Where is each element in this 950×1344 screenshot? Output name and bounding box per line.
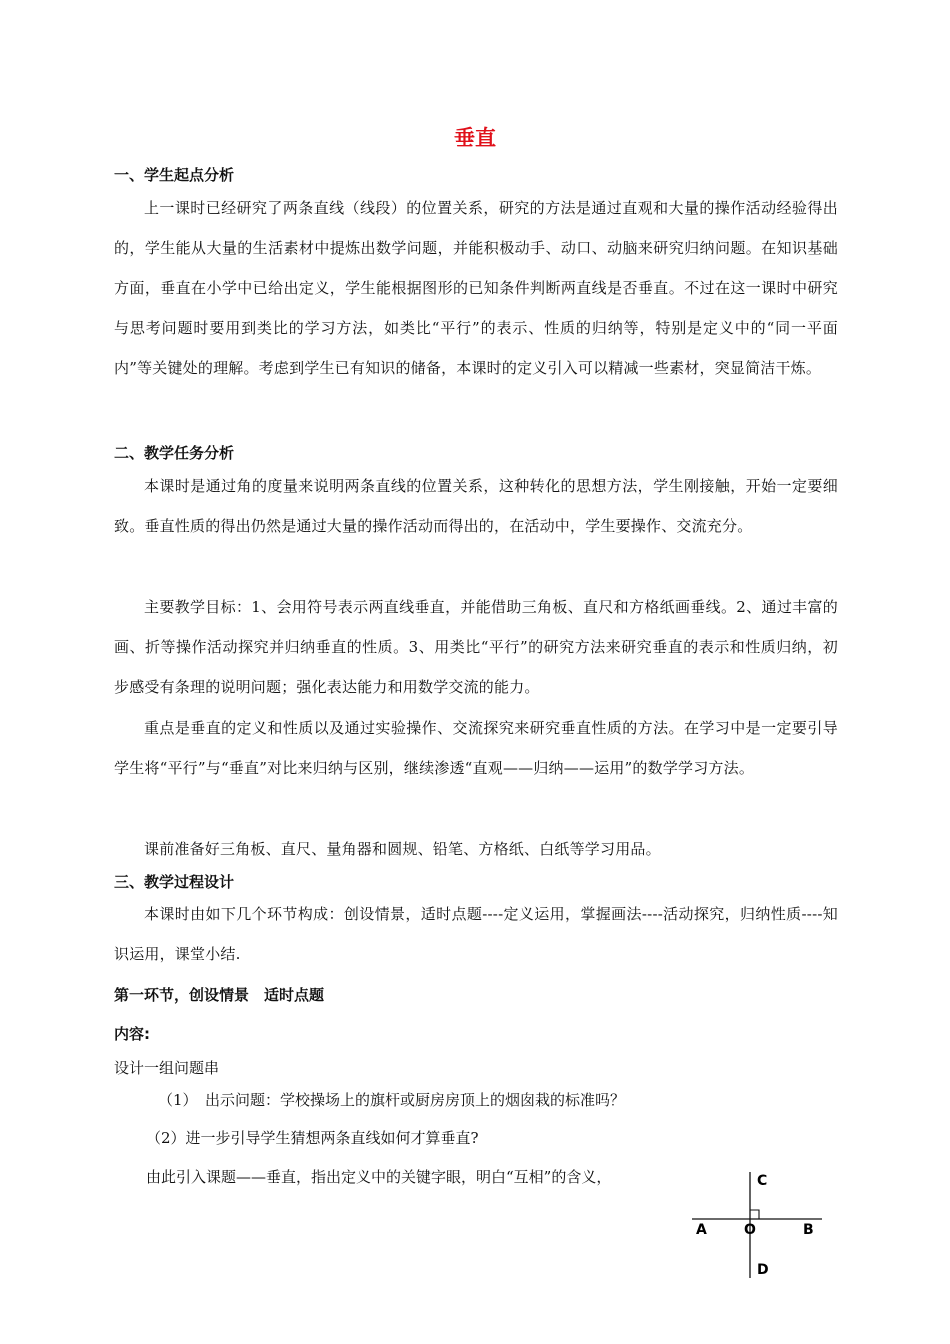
label-c: C	[757, 1173, 768, 1189]
task-analysis-paragraph-2: 主要教学目标：1、会用符号表示两直线垂直，并能借助三角板、直尺和方格纸画垂线。2、通过丰富的画、折等操作活动探究并归纳垂直的性质。3、用类比“平行”的研究方法来研究垂直的表示和性质归纳，初步感受有条理的说明问题；强化表达能力和用数学交流的能力。	[114, 598, 838, 696]
document-title: 垂直	[454, 126, 496, 150]
task-analysis-paragraph-1: 本课时是通过角的度量来说明两条直线的位置关系，这种转化的思想方法，学生刚接触，开始一定要细致。垂直性质的得出仍然是通过大量的操作活动而得出的，在活动中，学生要操作、交流充分。	[114, 477, 838, 535]
question-1: （1） 出示问题：学校操场上的旗杆或厨房房顶上的烟囱栽的标准吗？	[158, 1091, 626, 1109]
section-heading-student-analysis: 一、学生起点分析	[114, 166, 235, 184]
label-d: D	[757, 1262, 769, 1278]
label-o: O	[744, 1222, 756, 1238]
content-label: 内容:	[114, 1025, 150, 1043]
perpendicular-lines-diagram	[690, 1168, 830, 1280]
design-line: 设计一组问题串	[114, 1059, 220, 1077]
intro-line: 由此引入课题——垂直，指出定义中的关键字眼，明白“互相”的含义，	[146, 1168, 612, 1186]
task-analysis-paragraph-3: 重点是垂直的定义和性质以及通过实验操作、交流探究来研究垂直性质的方法。在学习中是一定要引导学生将“平行”与“垂直”对比来归纳与区别，继续渗透“直观——归纳——运用”的数学学习方法。	[114, 719, 838, 777]
label-b: B	[803, 1222, 814, 1238]
question-2: （2）进一步引导学生猜想两条直线如何才算垂直?	[146, 1129, 479, 1147]
section-heading-process-design: 三、教学过程设计	[114, 873, 235, 891]
step1-heading: 第一环节，创设情景 适时点题	[114, 986, 325, 1004]
label-a: A	[696, 1222, 707, 1238]
process-design-paragraph: 本课时由如下几个环节构成：创设情景，适时点题----定义运用，掌握画法----活动探究，归纳性质----知识运用，课堂小结.	[114, 905, 838, 963]
section-heading-task-analysis: 二、教学任务分析	[114, 444, 235, 462]
right-angle-mark	[750, 1210, 759, 1219]
task-analysis-paragraph-4: 课前准备好三角板、直尺、量角器和圆规、铅笔、方格纸、白纸等学习用品。	[144, 840, 661, 858]
student-analysis-paragraph: 上一课时已经研究了两条直线（线段）的位置关系，研究的方法是通过直观和大量的操作活动经验得出的，学生能从大量的生活素材中提炼出数学问题，并能积极动手、动口、动脑来研究归纳问题。在知识基础方面，垂直在小学中已给出定义，学生能根据图形的已知条件判断两直线是否垂直。不过在这一课时中研究与思考问题时要用到类比的学习方法，如类比“平行”的表示、性质的归纳等，特别是定义中的“同一平面内”等关键处的理解。考虑到学生已有知识的储备，本课时的定义引入可以精减一些素材，突显简洁干炼。	[114, 199, 838, 377]
